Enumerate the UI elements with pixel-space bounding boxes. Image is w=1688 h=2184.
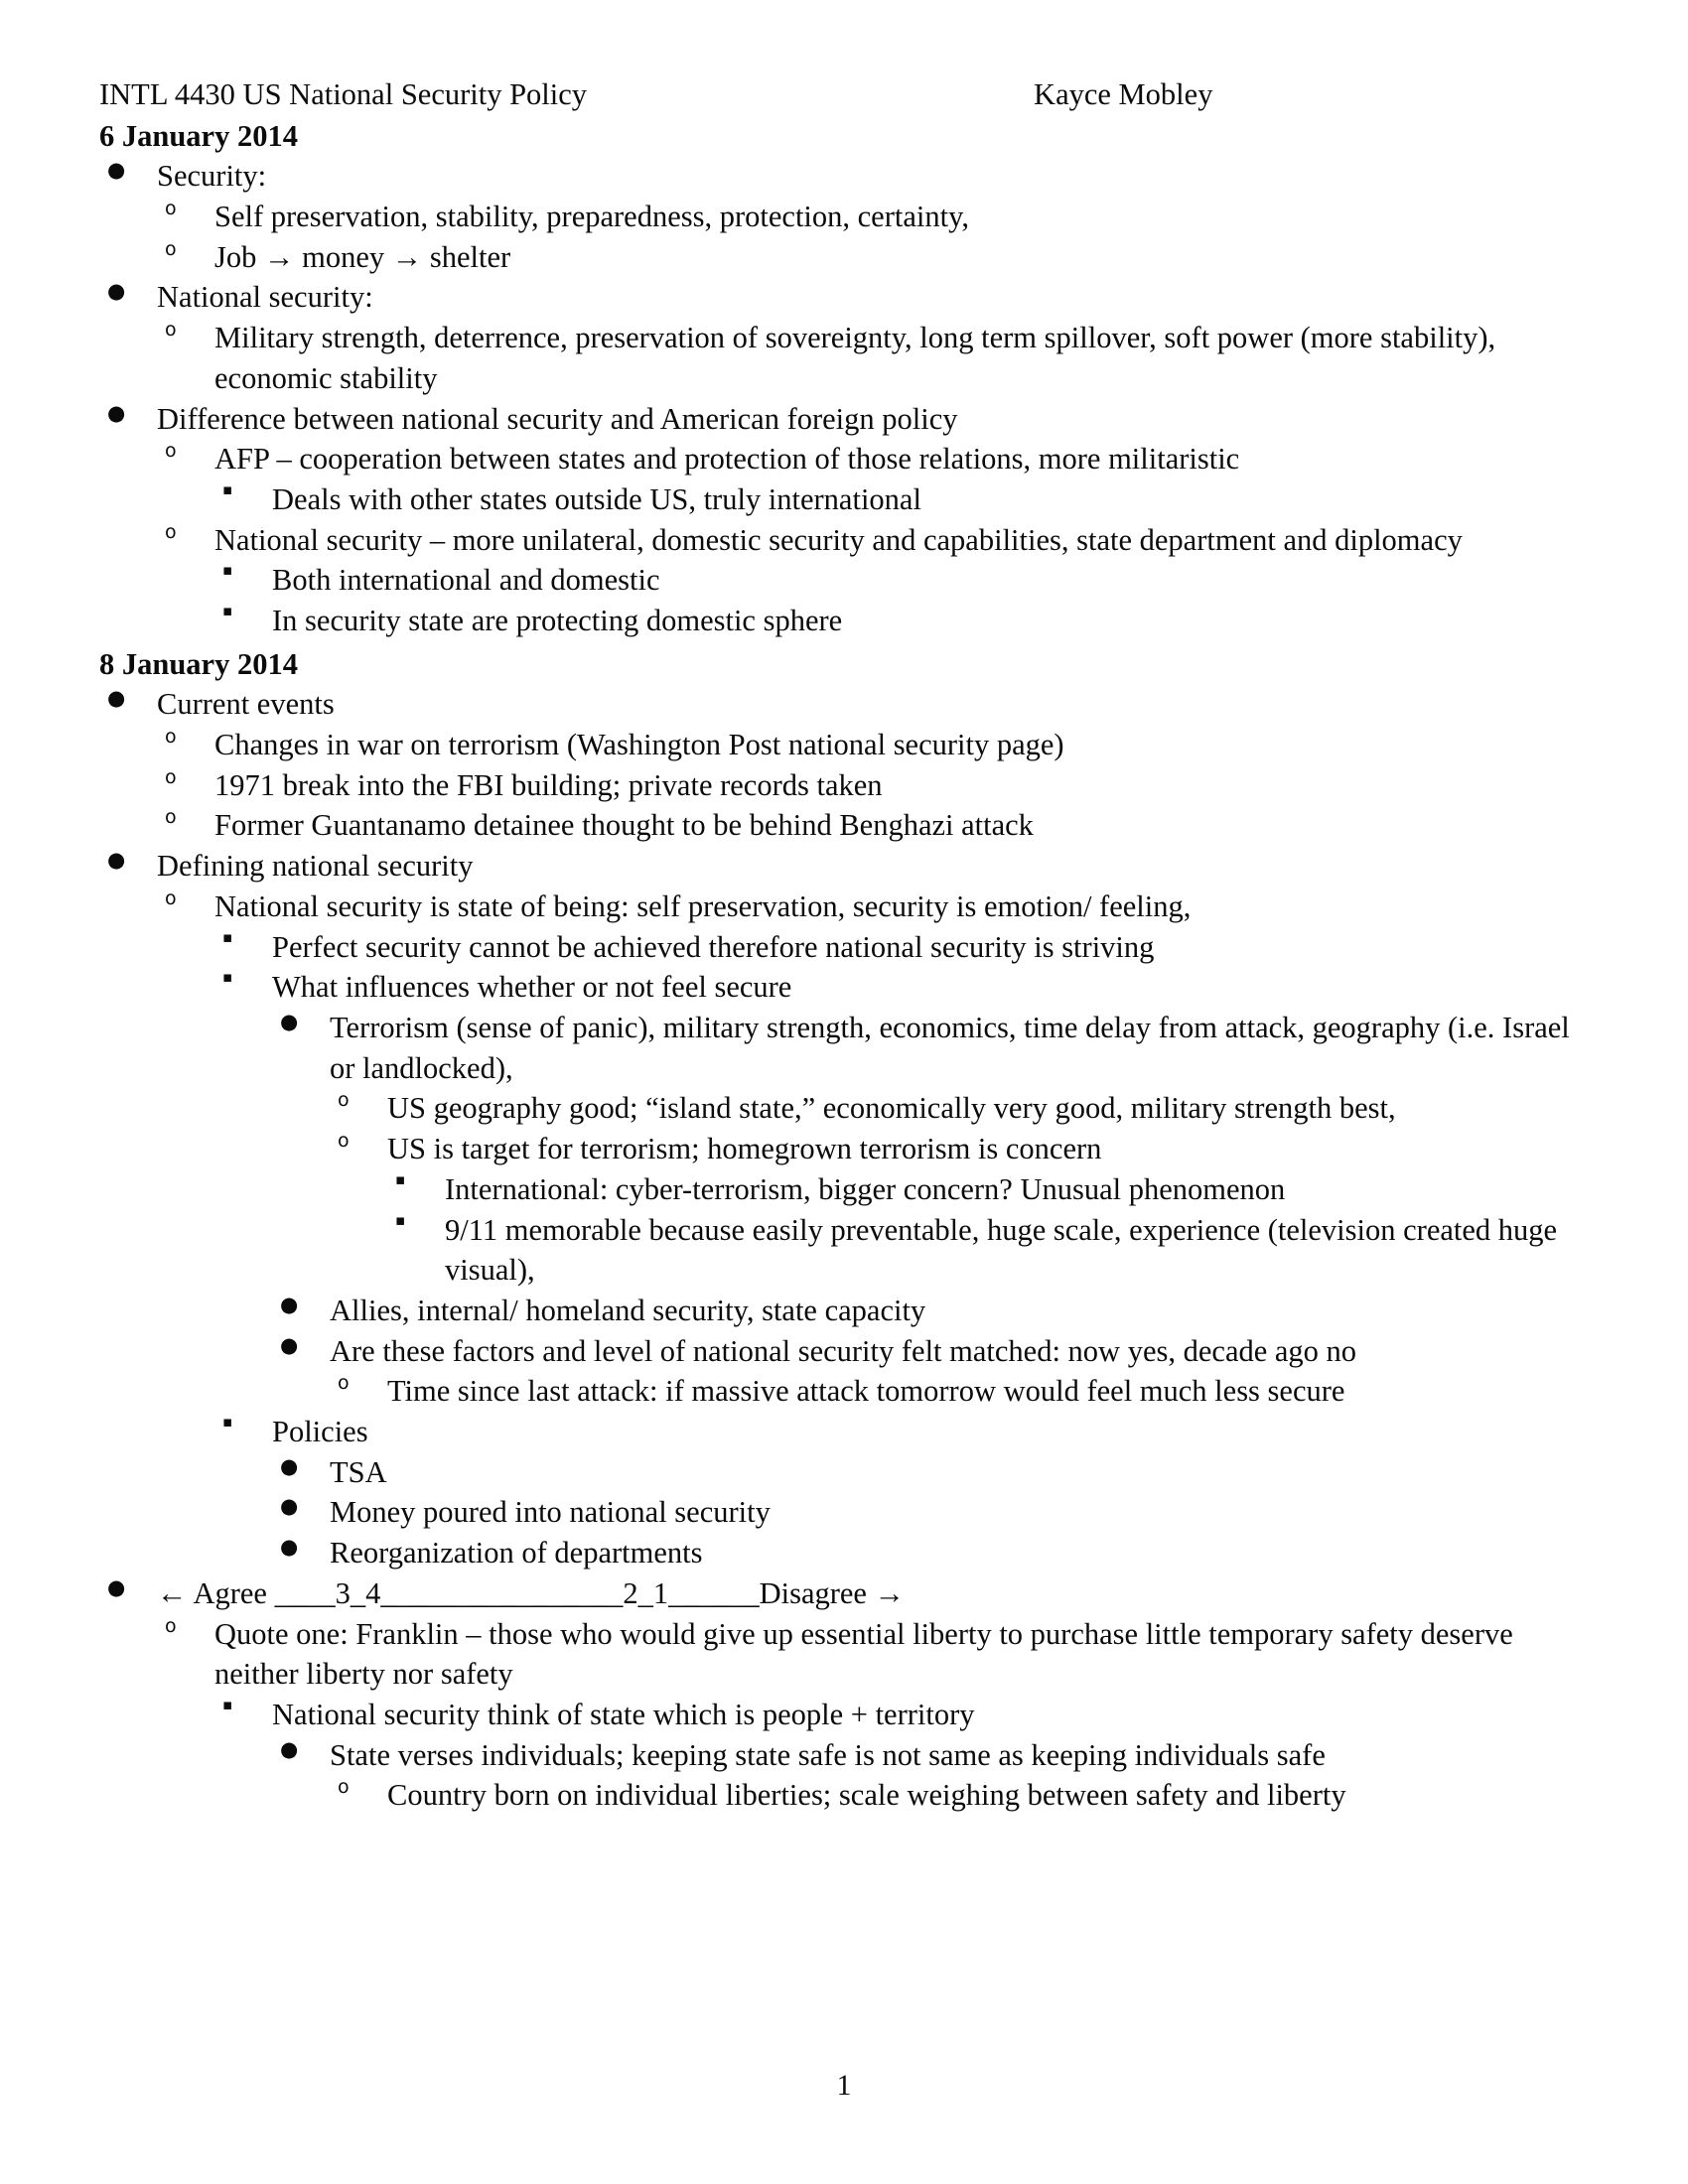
bullet-marker-disc-icon: ●: [280, 1332, 299, 1357]
bullet-text: What influences whether or not feel secure: [272, 970, 792, 1005]
bullet-marker-circ-icon: o: [165, 520, 177, 543]
bullet-item: [387, 1210, 1593, 1291]
bullet-text: State verses individuals; keeping state safe is not same as keeping individuals safe: [330, 1737, 1326, 1772]
bullet-marker-circ-icon: o: [338, 1130, 350, 1153]
bullet-marker-disc-icon: ●: [280, 1009, 299, 1033]
bullet-item: [99, 1573, 1593, 1816]
bullet-marker-disc-icon: ●: [107, 686, 126, 711]
bullet-marker-circ-icon: o: [165, 237, 177, 260]
bullet-list-level-5: [330, 1371, 1593, 1412]
bullet-item: [157, 1614, 1593, 1817]
bullet-marker-circ-icon: o: [165, 726, 177, 749]
bullet-text: Defining national security: [157, 849, 474, 884]
bullet-list-level-5: [330, 1775, 1593, 1816]
bullet-item: [99, 846, 1593, 1573]
bullet-text: National security:: [157, 280, 373, 315]
bullet-item: [99, 399, 1593, 641]
bullet-item: [157, 237, 1593, 278]
bullet-marker-circ-icon: o: [165, 319, 177, 341]
bullet-text: National security is state of being: self preservation, security is emotion/ feeling,: [214, 888, 1192, 923]
bullet-marker-sq-icon: ▪: [222, 561, 233, 580]
bullet-text: TSA: [330, 1454, 387, 1489]
bullet-marker-sq-icon: ▪: [222, 1413, 233, 1432]
bullet-text: Deals with other states outside US, truly international: [272, 481, 921, 516]
bullet-item: [272, 1331, 1593, 1412]
bullet-item: [214, 927, 1593, 968]
page-number: 1: [836, 2069, 852, 2102]
bullet-item: [330, 1371, 1593, 1412]
bullet-text: Self preservation, stability, preparedness, protection, certainty,: [214, 199, 969, 233]
bullet-text: Former Guantanamo detainee thought to be behind Benghazi attack: [214, 808, 1034, 843]
bullet-text: Are these factors and level of national security felt matched: now yes, decade ago no: [330, 1333, 1357, 1368]
bullet-item: [272, 1492, 1593, 1533]
course-title: INTL 4430 US National Security Policy: [99, 77, 588, 111]
bullet-list-level-3: [214, 927, 1593, 1573]
bullet-list-level-2: [157, 439, 1593, 641]
bullet-marker-disc-icon: ●: [280, 1453, 299, 1478]
bullet-item: [214, 601, 1593, 641]
bullet-text: Allies, internal/ homeland security, state capacity: [330, 1293, 926, 1327]
bullet-text: Quote one: Franklin – those who would give up essential liberty to purchase little temporary safety deserve neither liberty nor safety: [214, 1616, 1513, 1692]
date-heading: 6 January 2014: [99, 118, 298, 153]
bullet-item: [272, 1735, 1593, 1816]
bullet-marker-circ-icon: o: [165, 887, 177, 909]
bullet-list-level-1: [99, 156, 1593, 640]
bullet-text: Time since last attack: if massive attack tomorrow would feel much less secure: [387, 1374, 1345, 1409]
bullet-text: Terrorism (sense of panic), military strength, economics, time delay from attack, geography (i.e. Israel or landlocked),: [330, 1010, 1570, 1085]
bullet-marker-sq-icon: ▪: [222, 602, 233, 620]
bullet-item: [214, 967, 1593, 1412]
bullet-list-level-4: [272, 1735, 1593, 1816]
bullet-item: [387, 1169, 1593, 1210]
bullet-text: Security:: [157, 159, 267, 194]
bullet-text: International: cyber-terrorism, bigger concern? Unusual phenomenon: [445, 1171, 1286, 1206]
bullet-list-level-2: [157, 1614, 1593, 1817]
bullet-item: [330, 1775, 1593, 1816]
bullet-item: [272, 1452, 1593, 1493]
bullet-list-level-2: [157, 318, 1593, 398]
bullet-text: In security state are protecting domestic sphere: [272, 604, 843, 638]
bullet-marker-disc-icon: ●: [280, 1736, 299, 1761]
notes-body: [99, 117, 1593, 1816]
agree-disagree-scale: ← Agree ____3_4________________2_1______Disagree →: [157, 1575, 906, 1610]
bullet-item: [157, 520, 1593, 641]
bullet-list-level-1: [99, 684, 1593, 1816]
bullet-list-level-3: [214, 560, 1593, 640]
bullet-marker-circ-icon: o: [165, 1614, 177, 1637]
bullet-marker-sq-icon: ▪: [222, 1695, 233, 1713]
bullet-text: US geography good; “island state,” economically very good, military strength best,: [387, 1091, 1396, 1126]
bullet-marker-sq-icon: ▪: [222, 479, 233, 498]
bullet-text: National security – more unilateral, domestic security and capabilities, state department and diplomacy: [214, 522, 1463, 557]
bullet-list-level-4: [272, 1452, 1593, 1573]
bullet-item: [214, 560, 1593, 601]
bullet-marker-disc-icon: ●: [280, 1292, 299, 1316]
bullet-item: [330, 1088, 1593, 1129]
bullet-item: [157, 318, 1593, 398]
bullet-list-level-4: [272, 1008, 1593, 1412]
bullet-item: [214, 1695, 1593, 1816]
bullet-marker-circ-icon: o: [165, 765, 177, 788]
bullet-text: Military strength, deterrence, preservation of sovereignty, long term spillover, soft power (more stability), economic stability: [214, 321, 1496, 395]
author-name: Kayce Mobley: [1034, 77, 1213, 111]
bullet-item: [99, 684, 1593, 846]
bullet-item: [157, 887, 1593, 1573]
bullet-text: Country born on individual liberties; scale weighing between safety and liberty: [387, 1778, 1346, 1813]
bullet-text: Changes in war on terrorism (Washington Post national security page): [214, 728, 1064, 762]
bullet-text: Current events: [157, 687, 335, 722]
bullet-item: [272, 1291, 1593, 1331]
bullet-text: Difference between national security and American foreign policy: [157, 401, 958, 436]
bullet-item: [157, 197, 1593, 237]
bullet-marker-disc-icon: ●: [107, 1574, 126, 1599]
bullet-text: AFP – cooperation between states and protection of those relations, more militaristic: [214, 442, 1240, 477]
bullet-list-level-2: [157, 197, 1593, 277]
bullet-item: [214, 1412, 1593, 1573]
bullet-item: [330, 1129, 1593, 1291]
bullet-text: 9/11 memorable because easily preventable, huge scale, experience (television created huge visual),: [445, 1212, 1558, 1288]
bullet-text: 1971 break into the FBI building; private records taken: [214, 767, 883, 802]
bullet-item: [272, 1008, 1593, 1291]
bullet-marker-circ-icon: o: [338, 1372, 350, 1395]
bullet-item: [99, 156, 1593, 277]
bullet-marker-circ-icon: o: [165, 440, 177, 463]
bullet-marker-disc-icon: ●: [280, 1535, 299, 1560]
bullet-list-level-2: [157, 887, 1593, 1573]
bullet-item: [99, 277, 1593, 398]
bullet-list-level-5: [330, 1088, 1593, 1291]
bullet-marker-sq-icon: ▪: [395, 1169, 406, 1188]
bullet-item: [214, 479, 1593, 520]
bullet-text: Reorganization of departments: [330, 1536, 703, 1570]
bullet-marker-circ-icon: o: [338, 1089, 350, 1112]
bullet-marker-circ-icon: o: [338, 1776, 350, 1799]
bullet-list-level-3: [214, 1695, 1593, 1816]
document-header: [99, 75, 1593, 115]
bullet-marker-sq-icon: ▪: [395, 1210, 406, 1229]
bullet-marker-disc-icon: ●: [107, 158, 126, 183]
bullet-text: National security think of state which is people + territory: [272, 1697, 975, 1731]
bullet-marker-sq-icon: ▪: [222, 927, 233, 946]
bullet-item: [157, 765, 1593, 806]
date-heading: 8 January 2014: [99, 646, 298, 681]
bullet-text: Policies: [272, 1415, 368, 1449]
bullet-text: Both international and domestic: [272, 563, 660, 598]
bullet-marker-sq-icon: ▪: [222, 968, 233, 987]
bullet-list-level-6: [387, 1169, 1593, 1291]
bullet-list-level-2: [157, 725, 1593, 846]
bullet-marker-disc-icon: ●: [107, 848, 126, 873]
bullet-text: Perfect security cannot be achieved therefore national security is striving: [272, 929, 1155, 964]
bullet-item: [272, 1533, 1593, 1573]
bullet-text: US is target for terrorism; homegrown terrorism is concern: [387, 1132, 1102, 1166]
bullet-marker-disc-icon: ●: [107, 279, 126, 304]
bullet-text: Money poured into national security: [330, 1495, 771, 1530]
bullet-marker-disc-icon: ●: [280, 1494, 299, 1519]
bullet-marker-disc-icon: ●: [107, 400, 126, 425]
bullet-item: [157, 725, 1593, 765]
bullet-marker-circ-icon: o: [165, 197, 177, 219]
bullet-marker-circ-icon: o: [165, 806, 177, 829]
bullet-item: [157, 805, 1593, 846]
bullet-text: Job → money → shelter: [214, 239, 511, 274]
bullet-list-level-3: [214, 479, 1593, 520]
bullet-item: [157, 439, 1593, 519]
